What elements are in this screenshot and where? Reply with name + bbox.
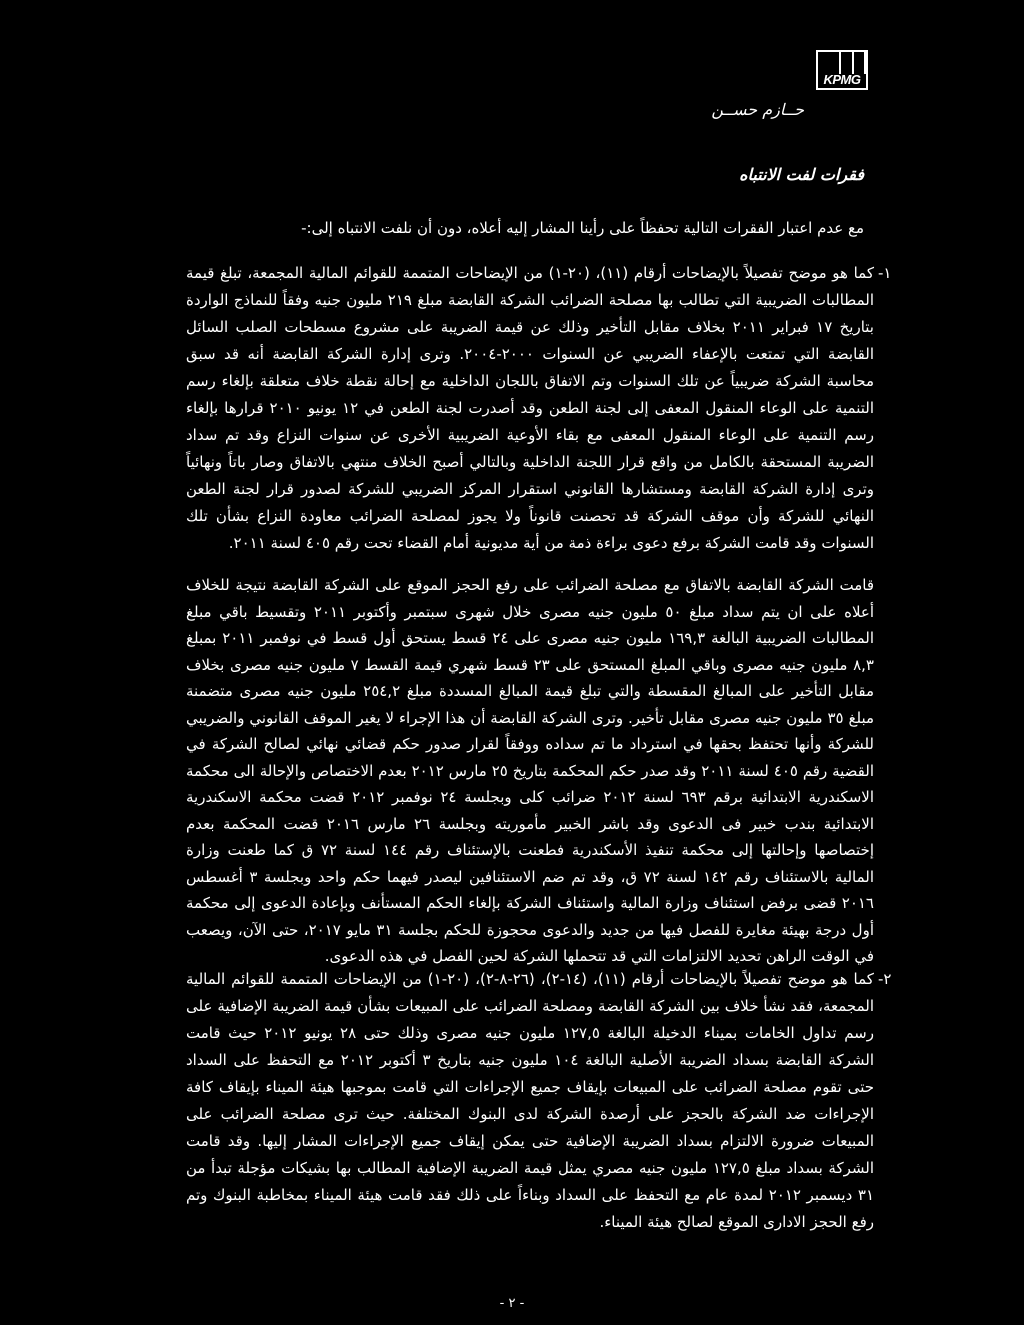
intro-text: مع عدم اعتبار الفقرات التالية تحفظاً على رأينا المشار إليه أعلاه، دون أن نلفت الانتباه إلى:- xyxy=(301,219,864,237)
paragraph-2 xyxy=(186,966,892,1236)
paragraph-number: ٢- xyxy=(878,970,892,988)
kpmg-logo xyxy=(816,50,868,90)
paragraph-text: كما هو موضح تفصيلاً بالإيضاحات أرقام (١١)، (١٤-٢)، (٢٦-٨-٢)، (٢٠-١) من الإيضاحات المتممة للقوائم المالية المجمعة، فقد نشأ خلاف بين الشركة القابضة ومصلحة الضرائب على المبيعات بشأن قيمة الضريبة الإضافية على رسم تداول الخامات بميناء الدخيلة البالغة ١٢٧,٥ مليون جنيه مصرى وذلك حتى ٢٨ يونيو ٢٠١٢ حيث قامت الشركة القابضة بسداد الضريبة الأصلية البالغة ١٠٤ مليون جنيه بتاريخ ٣ أكتوبر ٢٠١٢ مع التحفظ على السداد حتى تقوم مصلحة الضرائب على المبيعات بإيقاف جميع الإجراءات التي قامت بموجبها هيئة الميناء بإيقاف كافة الإجراءات ضد الشركة بالحجز على أرصدة الشركة لدى البنوك المختلفة. حيث ترى مصلحة الضرائب على المبيعات ضرورة الالتزام بسداد الضريبة الإضافية حتى يمكن إيقاف جميع الإجراءات المشار إليها. وقد قامت الشركة بسداد مبلغ ١٢٧,٥ مليون جنيه مصري يمثل قيمة الضريبة الإضافية المطالب بها بشيكات مؤجلة تبدأ من ٣١ ديسمبر ٢٠١٢ لمدة عام مع التحفظ على السداد وبناءاً على ذلك فقد قامت هيئة الميناء بمخاطبة البنوك وتم رفع الحجز الادارى الموقع لصالح هيئة الميناء. xyxy=(186,970,875,1231)
logo-boxes xyxy=(818,52,866,74)
page-number: - ٢ - xyxy=(499,1296,525,1311)
logo-wordmark: KPMG xyxy=(823,72,861,87)
firm-signature: حــازم حســن xyxy=(711,100,804,119)
paragraph-text: كما هو موضح تفصيلاً بالإيضاحات أرقام (١١)، (٢٠-١) من الإيضاحات المتممة للقوائم المالية المجمعة، تبلغ قيمة المطالبات الضريبية التي تطالب بها مصلحة الضرائب الشركة القابضة مبلغ ٢١٩ مليون جنيه وفقاً للنماذج الواردة بتاريخ ١٧ فبراير ٢٠١١ بخلاف مقابل التأخير وذلك عن قيمة الضريبة على مشروع مسطحات الصلب السائل القابضة التي تمتعت بالإعفاء الضريبي عن السنوات ٢٠٠٠-٢٠٠٤. وترى إدارة الشركة القابضة أنه قد سبق محاسبة الشركة ضريبياً عن تلك السنوات وتم الاتفاق باللجان الداخلية مع إحالة نقطة خلاف متعلقة بإلغاء رسم التنمية على الوعاء المنقول المعفى إلى لجنة الطعن وقد أصدرت لجنة الطعن في ١٢ يونيو ٢٠١٠ قرارها بإلغاء رسم التنمية على الوعاء المنقول المعفى مع بقاء الأوعية الضريبية الأخرى عن سنوات النزاع وقد تم سداد الضريبة المستحقة بالكامل من واقع قرار اللجنة الداخلية وبالتالي أصبح الخلاف منتهي بالاتفاق وصار باتاً ونهائياً وترى إدارة الشركة القابضة ومستشارها القانوني استقرار المركز الضريبي للشركة لصدور قرار لجنة الطعن النهائي للشركة وأن موقف الشركة قد تحصنت قانوناً ولا يجوز لمصلحة الضرائب معاودة النزاع بشأن تلك السنوات وقد قامت الشركة برفع دعوى براءة ذمة من أية مديونية أمام القضاء تحت رقم ٤٠٥ لسنة ٢٠١١. xyxy=(186,264,874,552)
paragraph-text: قامت الشركة القابضة بالاتفاق مع مصلحة الضرائب على رفع الحجز الموقع على الشركة القابضة نتيجة للخلاف أعلاه على ان يتم سداد مبلغ ٥٠ مليون جنيه مصرى خلال شهرى سبتمبر وأكتوبر ٢٠١١ وتقسيط باقي مبلغ المطالبات الضريبية البالغة ١٦٩,٣ مليون جنيه مصرى على ٢٤ قسط يستحق أول قسط في نوفمبر ٢٠١١ بمبلغ ٨,٣ مليون جنيه مصرى وباقي المبلغ المستحق على ٢٣ قسط شهري قيمة القسط ٧ مليون جنيه مصرى بخلاف مقابل التأخير على المبالغ المقسطة والتي تبلغ قيمة المبالغ المسددة مبلغ ٢٥٤,٢ مليون جنيه مصرى متضمنة مبلغ ٣٥ مليون جنيه مصرى مقابل تأخير. وترى الشركة القابضة أن هذا الإجراء لا يغير الموقف القانوني والضريبي للشركة وأنها تحتفظ بحقها في استرداد ما تم سداده ووفقاً لقرار صدور حكم قضائي نهائي لصالح الشركة في القضية رقم ٤٠٥ لسنة ٢٠١١ وقد صدر حكم المحكمة بتاريخ ٢٥ مارس ٢٠١٢ بعدم الاختصاص والإحالة الى محكمة الاسكندرية الابتدائية برقم ٦٩٣ لسنة ٢٠١٢ ضرائب كلى وبجلسة ٢٤ نوفمبر ٢٠١٢ قضت محكمة الاسكندرية الابتدائية بندب خبير فى الدعوى وقد باشر الخبير مأموريته وبجلسة ٢٦ مارس ٢٠١٦ قضت المحكمة بعدم إختصاصها وإحالتها إلى محكمة تنفيذ الأسكندرية فطعنت بالإستئناف رقم ١٤٤ لسنة ٧٢ ق كما طعنت وزارة المالية بالاستئناف رقم ١٤٢ لسنة ٧٢ ق، وقد تم ضم الاستئنافين ليصدر فيهما حكم واحد وبجلسة ٣ أغسطس ٢٠١٦ قضى برفض استئناف وزارة المالية واستئناف الشركة بإلغاء الحكم المستأنف وبإعادة الدعوى إلى محكمة أول درجة بهيئة مغايرة للفصل فيها من جديد والدعوى محجوزة للحكم بجلسة ٣١ مايو ٢٠١٧، حتى الآن، ويصعب في الوقت الراهن تحديد الالتزامات التي قد تتحملها الشركة لحين الفصل في هذه الدعوى. xyxy=(186,576,875,965)
paragraph-1-continued xyxy=(186,572,874,970)
paragraph-number: ١- xyxy=(878,264,892,282)
section-title: فقرات لفت الانتباه xyxy=(739,165,864,184)
paragraph-1 xyxy=(186,260,892,557)
